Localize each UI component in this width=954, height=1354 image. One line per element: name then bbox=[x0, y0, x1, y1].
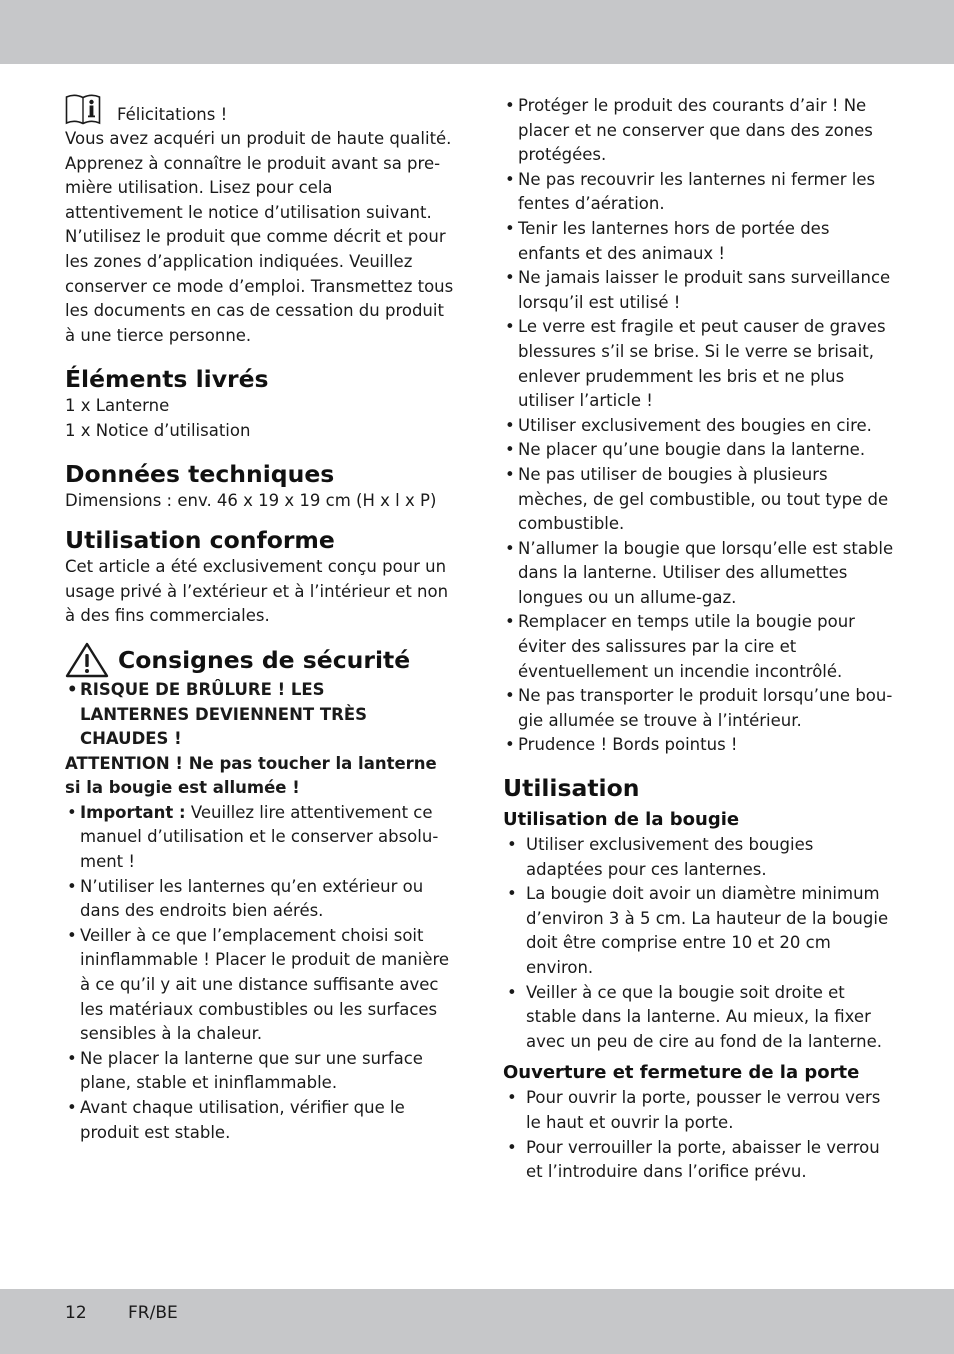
list-item: • Ne pas utiliser de bougies à plusieurs mèches, de gel combustible, ou tout type de combustible. bbox=[503, 463, 895, 537]
utilisation-heading: Utilisation bbox=[503, 774, 640, 803]
list-item: • Tenir les lanternes hors de portée des enfants et des animaux ! bbox=[503, 217, 895, 266]
list-item: • Utiliser exclusivement des bougies en cire. bbox=[503, 414, 895, 439]
safety-heading: Consignes de sécurité bbox=[118, 645, 411, 674]
intro-paragraph-2: N’utilisez le produit que comme décrit et pour les zones d’application indiquées. Veuillez conserver ce mode d’emploi. Transmettez tous les documents en cas de cessation du produit à une tierce personne. bbox=[65, 227, 454, 345]
manual-info-icon bbox=[65, 94, 101, 125]
warning-triangle-icon bbox=[65, 642, 109, 678]
safety-list-right bbox=[503, 94, 895, 758]
header-band bbox=[0, 0, 954, 64]
candle-list bbox=[503, 833, 895, 1054]
list-item: • Ne placer la lanterne que sur une surface plane, stable et ininflammable. bbox=[65, 1047, 455, 1096]
important-text: Veuillez lire attentivement ce manuel d’utilisation et le conserver absolument ! bbox=[80, 802, 439, 872]
tech-heading: Données techniques bbox=[65, 459, 335, 488]
important-label: Important : bbox=[80, 802, 186, 822]
list-item: • Pour ouvrir la porte, pousser le verrou vers le haut et ouvrir la porte. bbox=[503, 1086, 895, 1135]
burn-risk-warning: • RISQUE DE BRÛLURE ! LES LANTERNES DEVIENNENT TRÈS CHAUDES ! bbox=[80, 679, 367, 749]
list-item: • Veiller à ce que la bougie soit droite et stable dans la lanterne. Au mieux, la fixer avec un peu de cire au fond de la lanterne. bbox=[503, 981, 895, 1055]
list-item: • Avant chaque utilisation, vérifier que le produit est stable. bbox=[65, 1096, 455, 1145]
intro-paragraph: Vous avez acquéri un produit de haute qualité. Apprenez à connaître le produit avant sa première utilisation. Lisez pour cela attentivement le notice d’utilisation suivant. bbox=[65, 129, 452, 222]
intro-title: Félicitations ! bbox=[117, 105, 228, 124]
safety-header bbox=[65, 642, 455, 678]
safety-list-left bbox=[65, 678, 455, 752]
list-item: • Ne placer qu’une bougie dans la lanterne. bbox=[503, 438, 895, 463]
list-item: • Le verre est fragile et peut causer de graves blessures s’il se brise. Si le verre se brisait, enlever prudemment les bris et ne plus utiliser l’article ! bbox=[503, 315, 895, 413]
list-item: • Utiliser exclusivement des bougies adaptées pour ces lanternes. bbox=[503, 833, 895, 882]
delivered-item: 1 x Notice d’utilisation bbox=[65, 420, 251, 440]
delivered-heading: Éléments livrés bbox=[65, 365, 269, 394]
list-item: • N’utiliser les lanternes qu’en extérieur ou dans des endroits bien aérés. bbox=[65, 875, 455, 924]
usage-heading: Utilisation conforme bbox=[65, 526, 335, 555]
right-column bbox=[503, 94, 895, 1185]
usage-text: Cet article a été exclusivement conçu pour un usage privé à l’extérieur et à l’intérieur et non à des fins commerciales. bbox=[65, 557, 449, 626]
locale-label: FR/BE bbox=[128, 1303, 178, 1323]
attention-warning: ATTENTION ! Ne pas toucher la lanterne si la bougie est allumée ! bbox=[65, 753, 437, 798]
list-item bbox=[65, 801, 455, 875]
safety-list-left-2 bbox=[65, 801, 455, 1145]
list-item: • La bougie doit avoir un diamètre minimum d’environ 3 à 5 cm. La hauteur de la bougie doit être comprise entre 10 et 20 cm environ. bbox=[503, 882, 895, 980]
delivered-item: 1 x Lanterne bbox=[65, 396, 170, 416]
left-column bbox=[65, 94, 455, 1145]
list-item: • Veiller à ce que l’emplacement choisi soit ininflammable ! Placer le produit de manière à ce qu’il y ait une distance suffisante avec les matériaux combustibles ou les surfaces sensibles à la chaleur. bbox=[65, 924, 455, 1047]
list-item bbox=[65, 678, 455, 752]
list-item: • Remplacer en temps utile la bougie pour éviter des salissures par la cire et éventuellement un incendie incontrôlé. bbox=[503, 610, 895, 684]
intro-header bbox=[65, 94, 455, 125]
door-heading: Ouverture et fermeture de la porte bbox=[503, 1062, 860, 1084]
list-item: • Prudence ! Bords pointus ! bbox=[503, 733, 895, 758]
candle-heading: Utilisation de la bougie bbox=[503, 809, 740, 831]
list-item: • Pour verrouiller la porte, abaisser le verrou et l’introduire dans l’orifice prévu. bbox=[503, 1136, 895, 1185]
list-item: • N’allumer la bougie que lorsqu’elle est stable dans la lanterne. Utiliser des allumettes longues ou un allume-gaz. bbox=[503, 537, 895, 611]
list-item: • Ne pas transporter le produit lorsqu’une bougie allumée se trouve à l’intérieur. bbox=[503, 684, 895, 733]
list-item: • Ne pas recouvrir les lanternes ni fermer les fentes d’aération. bbox=[503, 168, 895, 217]
list-item: • Ne jamais laisser le produit sans surveillance lorsqu’il est utilisé ! bbox=[503, 266, 895, 315]
door-list bbox=[503, 1086, 895, 1184]
list-item: • Protéger le produit des courants d’air ! Ne placer et ne conserver que dans des zones protégées. bbox=[503, 94, 895, 168]
page-number: 12 bbox=[65, 1303, 87, 1323]
tech-dimensions: Dimensions : env. 46 x 19 x 19 cm (H x l x P) bbox=[65, 490, 437, 510]
